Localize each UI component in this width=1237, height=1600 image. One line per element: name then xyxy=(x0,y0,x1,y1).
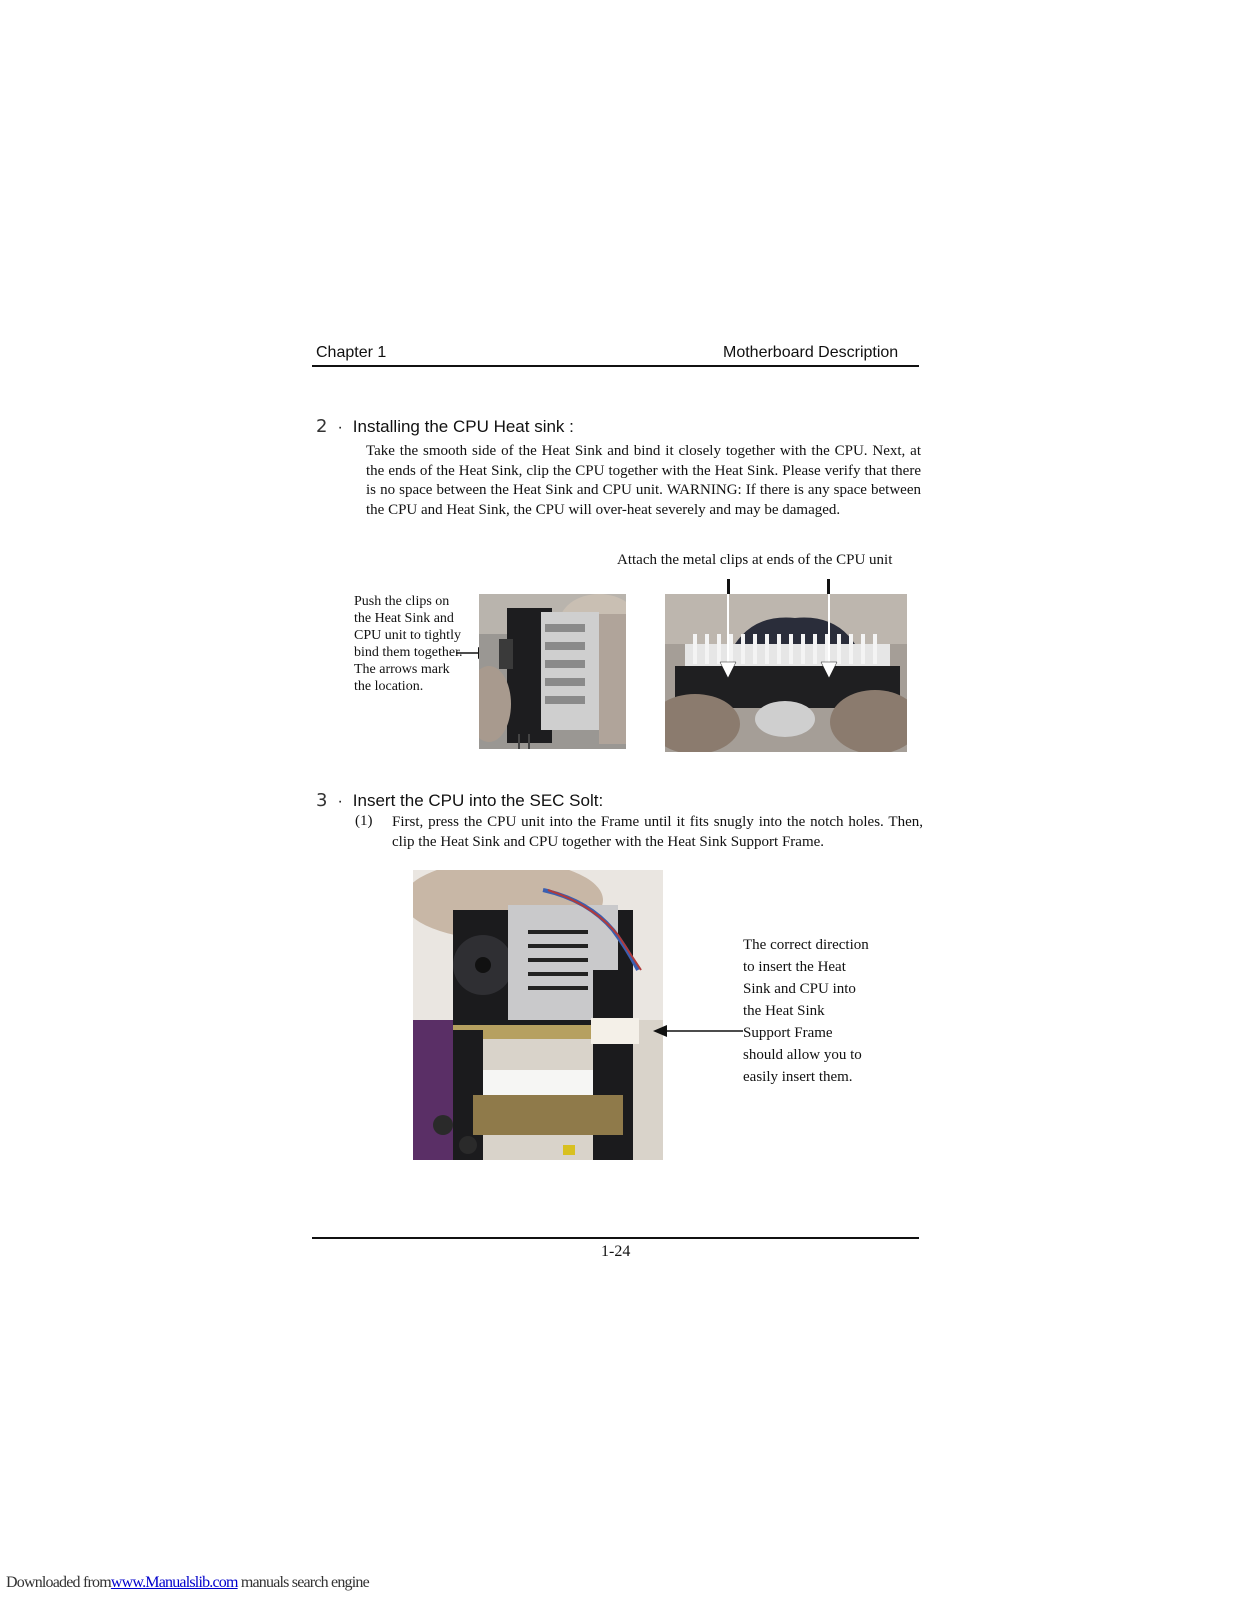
downloaded-from-text: Downloaded from xyxy=(6,1574,111,1591)
step3-number: 3 xyxy=(316,790,328,811)
clip-marker-right xyxy=(827,579,830,595)
clip-marker-left xyxy=(727,579,730,595)
step3-bullet: · xyxy=(337,793,343,810)
step2-number: 2 xyxy=(316,416,328,437)
step2-body: Take the smooth side of the Heat Sink and bind it closely together with the CPU. Next, at the ends of the Heat Sink, clip the CPU together with the Heat Sink. Please verify that there is no space between the Heat Sink and CPU unit. WARNING: If there is any space between the CPU and Heat Sink, the CPU will over-heat severely and may be damaged. xyxy=(366,443,921,518)
step2-heading xyxy=(316,416,574,437)
step3-item-marker: (1) xyxy=(355,813,373,829)
header-rule xyxy=(312,365,919,367)
step3-item-text: First, press the CPU unit into the Frame until it fits snugly into the notch holes. Then, clip the Heat Sink and CPU together with the Heat Sink Support Frame. xyxy=(392,814,923,850)
heatsink-side-photo xyxy=(479,594,626,749)
push-caption: Push the clips on the Heat Sink and CPU unit to tightly bind them together. The arrows mark the location. xyxy=(354,594,463,694)
step2-title: Installing the CPU Heat sink : xyxy=(352,417,574,436)
cpu-slot-photo xyxy=(413,870,663,1160)
step3-heading xyxy=(316,790,603,811)
manualslib-link[interactable]: www.Manualslib.com xyxy=(110,1574,238,1591)
heatsink-front-photo xyxy=(665,594,907,752)
section-title: Motherboard Description xyxy=(723,344,899,361)
direction-caption: The correct direction to insert the Heat Sink and CPU into the Heat Sink Support Frame should allow you to easily insert them. xyxy=(743,937,869,1085)
step3-title: Insert the CPU into the SEC Solt: xyxy=(352,791,604,810)
tagline-text: manuals search engine xyxy=(240,1574,369,1591)
footer-rule xyxy=(312,1237,919,1239)
download-credit xyxy=(6,1574,369,1592)
direction-arrow xyxy=(653,1024,743,1038)
page-number: 1-24 xyxy=(601,1243,631,1260)
clips-caption: Attach the metal clips at ends of the CPU unit xyxy=(617,552,893,568)
step2-bullet: · xyxy=(337,419,343,436)
chapter-label: Chapter 1 xyxy=(316,344,387,361)
